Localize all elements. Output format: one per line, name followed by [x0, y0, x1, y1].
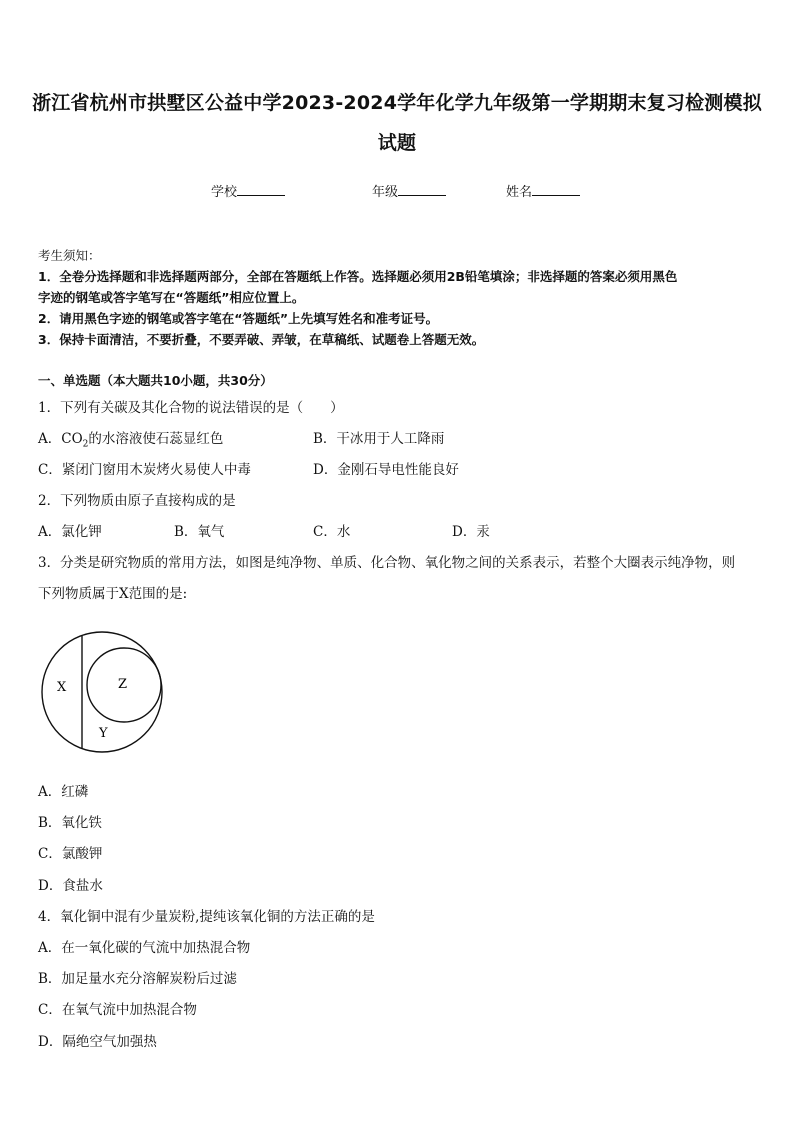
notice-item-1: 1．全卷分选择题和非选择题两部分，全部在答题纸上作答。选择题必须用2B铅笔填涂；非选择题的答案必须用黑色	[38, 269, 678, 284]
school-field[interactable]	[211, 181, 285, 200]
q2-stem: 2．下列物质由原子直接构成的是	[38, 493, 236, 509]
classification-venn-diagram	[38, 628, 168, 758]
q1-option-a-sub: 2	[82, 439, 89, 450]
q2-option-b[interactable]: B．氧气	[174, 524, 225, 540]
grade-field[interactable]	[372, 181, 446, 200]
notice-heading: 考生须知：	[38, 248, 101, 263]
notice-item-1-cont: 字迹的钢笔或答字笔写在“答题纸”相应位置上。	[38, 290, 305, 305]
label-y: Y	[99, 726, 108, 741]
q4-option-a[interactable]: A．在一氧化碳的气流中加热混合物	[38, 940, 251, 956]
q2-option-d[interactable]: D．汞	[452, 524, 490, 540]
q3-stem-line1: 3．分类是研究物质的常用方法，如图是纯净物、单质、化合物、氧化物之间的关系表示，若整个大圈表示纯净物，则	[38, 555, 736, 571]
exam-title-line2: 试题	[377, 132, 417, 154]
q4-option-d[interactable]: D．隔绝空气加强热	[38, 1034, 157, 1050]
exam-title-line1: 浙江省杭州市拱墅区公益中学2023-2024学年化学九年级第一学期期末复习检测模拟	[32, 92, 762, 114]
q1-option-d[interactable]: D．金刚石导电性能良好	[313, 462, 459, 478]
school-blank[interactable]	[237, 183, 285, 196]
grade-label: 年级	[372, 185, 399, 200]
q1-option-a[interactable]	[38, 427, 223, 450]
label-z: Z	[118, 677, 128, 692]
q3-option-d[interactable]: D．食盐水	[38, 878, 103, 894]
q3-option-b[interactable]: B．氧化铁	[38, 815, 102, 831]
section-heading: 一、单选题（本大题共10小题，共30分）	[38, 373, 273, 388]
notice-item-2: 2．请用黑色字迹的钢笔或答字笔在“答题纸”上先填写姓名和准考证号。	[38, 311, 439, 326]
q1-option-c[interactable]: C．紧闭门窗用木炭烤火易使人中毒	[38, 462, 251, 478]
q4-stem: 4．氧化铜中混有少量炭粉,提纯该氧化铜的方法正确的是	[38, 909, 375, 925]
q2-option-c[interactable]: C．水	[313, 524, 351, 540]
grade-blank[interactable]	[398, 183, 446, 196]
q1-option-a-pre: A．CO	[38, 431, 83, 447]
name-label: 姓名	[506, 185, 533, 200]
notice-item-3: 3．保持卡面清洁，不要折叠，不要弄破、弄皱，在草稿纸、试题卷上答题无效。	[38, 332, 485, 347]
q4-option-b[interactable]: B．加足量水充分溶解炭粉后过滤	[38, 971, 237, 987]
q3-option-a[interactable]: A．红磷	[38, 784, 89, 800]
q1-option-a-post: 的水溶液使石蕊显红色	[88, 431, 224, 447]
q1-option-b[interactable]: B．干冰用于人工降雨	[313, 431, 445, 447]
name-field[interactable]	[506, 181, 580, 200]
label-x: X	[57, 680, 67, 695]
q2-option-a[interactable]: A．氯化钾	[38, 524, 102, 540]
q1-stem: 1．下列有关碳及其化合物的说法错误的是（ ）	[38, 400, 344, 416]
q3-stem-line2: 下列物质属于X范围的是:	[38, 586, 188, 602]
name-blank[interactable]	[532, 183, 580, 196]
q3-option-c[interactable]: C．氯酸钾	[38, 846, 103, 862]
school-label: 学校	[211, 185, 238, 200]
q4-option-c[interactable]: C．在氧气流中加热混合物	[38, 1002, 197, 1018]
